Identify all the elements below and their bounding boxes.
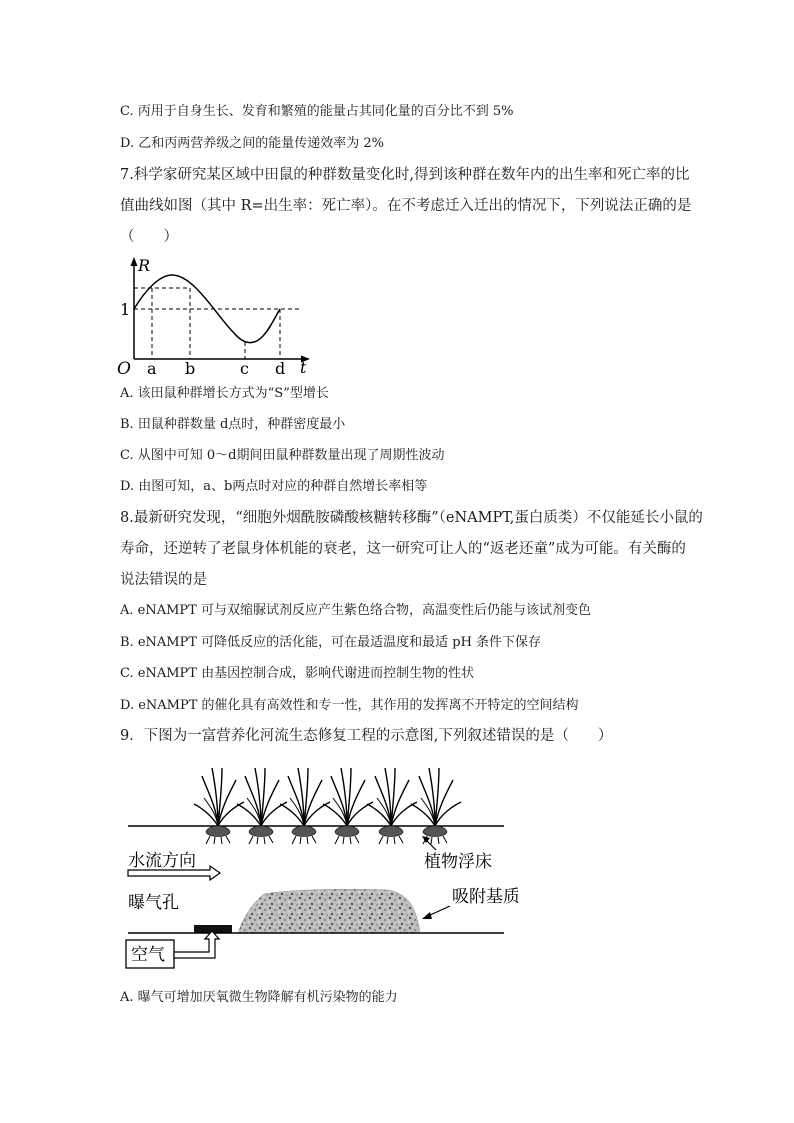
q9-stem: 9．下图为一富营养化河流生态修复工程的示意图,下列叙述错误的是（ ） [120, 728, 613, 744]
q9-option-a: A. 曝气可增加厌氧微生物降解有机污染物的能力 [120, 990, 398, 1005]
graph-tick-b: b [185, 359, 196, 377]
air-flow-arrow [174, 931, 219, 958]
graph-tick-d: d [275, 359, 286, 377]
graph-one-label: 1 [120, 300, 131, 319]
plant-float-label: 植物浮床 [424, 852, 492, 872]
graph-origin-label: O [117, 359, 131, 377]
q6-option-c: C. 丙用于自身生长、发育和繁殖的能量占其同化量的百分比不到 5% [120, 104, 514, 119]
q7-option-c: C. 从图中可知 0～d期间田鼠种群数量出现了周期性波动 [120, 448, 445, 463]
water-flow-label: 水流方向 [128, 851, 196, 871]
q8-option-d: D. eNAMPT 的催化具有高效性和专一性，其作用的发挥离不开特定的空间结构 [120, 698, 579, 713]
graph-y-label: R [138, 256, 151, 275]
adsorb-substrate [238, 889, 420, 933]
q8-option-b: B. eNAMPT 可降低反应的活化能，可在最适温度和最适 pH 条件下保存 [120, 635, 542, 650]
q7-stem-line3: （ ） [120, 229, 178, 245]
q8-stem-line2: 寿命，还逆转了老鼠身体机能的衰老，这一研究可让人的“返老还童”成为可能。有关酶的 [120, 541, 686, 557]
q8-option-a: A. eNAMPT 可与双缩脲试剂反应产生紫色络合物，高温变性后仍能与该试剂变色 [120, 603, 591, 618]
q7-option-d: D. 由图可知，a、b两点时对应的种群自然增长率相等 [120, 479, 428, 494]
graph-tick-c: c [240, 359, 249, 377]
q7-r-curve-graph [116, 255, 316, 377]
adsorb-substrate-label: 吸附基质 [452, 887, 518, 907]
q7-option-b: B. 田鼠种群数量 d点时，种群密度最小 [120, 417, 346, 432]
q8-stem-line1: 8.最新研究发现，“细胞外烟酰胺磷酸核糖转移酶”（eNAMPT,蛋白质类）不仅能延长小鼠的 [120, 510, 703, 526]
q8-stem-line3: 说法错误的是 [120, 572, 207, 588]
graph-tick-a: a [147, 359, 157, 377]
aeration-hole-label: 曝气孔 [128, 893, 179, 913]
q7-stem-line2: 值曲线如图（其中 R=出生率：死亡率）。在不考虑迁入迁出的情况下，下列说法正确的是 [120, 198, 692, 214]
graph-x-label: t [300, 358, 307, 377]
q7-option-a: A. 该田鼠种群增长方式为“S”型增长 [120, 386, 329, 401]
q9-river-restoration-diagram [118, 756, 518, 974]
q8-option-c: C. eNAMPT 由基因控制合成，影响代谢进而控制生物的性状 [120, 666, 475, 681]
plant-float-bed [194, 768, 461, 844]
q6-option-d: D. 乙和丙两营养级之间的能量传递效率为 2% [120, 136, 384, 151]
q7-stem-line1: 7.科学家研究某区域中田鼠的种群数量变化时,得到该种群在数年内的出生率和死亡率的比 [120, 167, 690, 183]
air-label: 空气 [131, 945, 165, 965]
